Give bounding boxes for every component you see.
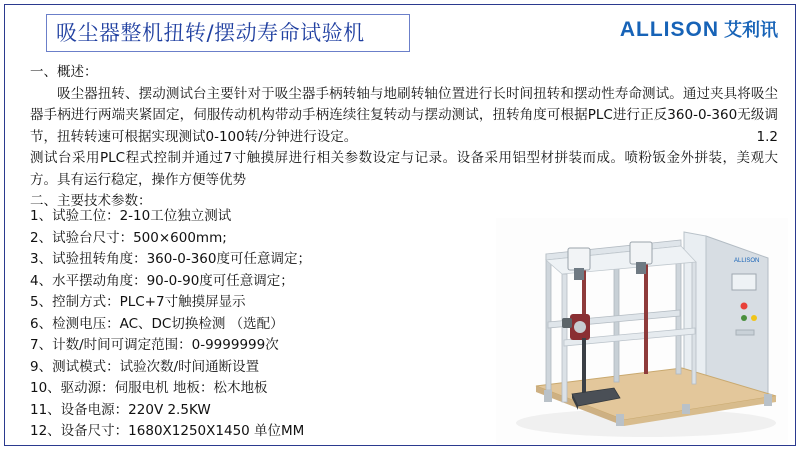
spec-item: 9、测试模式：试验次数/时间通断设置 <box>30 358 260 375</box>
spec-item: 1、试验工位：2-10工位独立测试 <box>30 208 232 224</box>
section-heading-specs: 二、主要技术参数： <box>30 193 152 209</box>
spec-item: 12、设备尺寸：1680X1250X1450 单位MM <box>30 423 305 439</box>
machine-photo <box>496 218 788 444</box>
spec-item: 3、试验扭转角度：360-0-360度可任意调定； <box>30 251 311 267</box>
page-title: 吸尘器整机扭转/摆动寿命试验机 <box>56 21 365 45</box>
section-heading-overview: 一、概述： <box>30 64 98 80</box>
spec-item: 5、控制方式：PLC+7寸触摸屏显示 <box>30 294 246 310</box>
overview-paragraph-1-text: 吸尘器扭转、摆动测试台主要针对于吸尘器手柄转轴与地刷转轴位置进行长时间扭转和摆动性寿命测试。通过夹具将吸尘器手柄进行两端夹紧固定，伺服传动机构带动手柄连续往复转动与摆动测试，扭转角度可根据PLC进行正反360-0-360无级调节，扭转转速可根据实现测试0-100转/分钟进行设定。 <box>30 85 778 145</box>
overview-paragraph-1 <box>30 84 778 149</box>
spec-item: 11、设备电源：220V 2.5KW <box>30 401 211 418</box>
spec-item: 7、计数/时间可调定范围：0-9999999次 <box>30 337 279 353</box>
overview-paragraph-2: 测试台采用PLC程式控制并通过7寸触摸屏进行相关参数设定与记录。设备采用铝型材拼装而成。喷粉钣金外拼装，美观大方。具有运行稳定，操作方便等优势 <box>30 150 778 188</box>
overview-block <box>30 62 778 213</box>
spec-item: 10、驱动源：伺服电机 地板：松木地板 <box>30 380 268 396</box>
spec-item: 2、试验台尺寸：500×600mm; <box>30 229 227 246</box>
machine-photo-illustration <box>496 218 788 444</box>
spec-item: 4、水平摆动角度：90-0-90度可任意调定； <box>30 272 294 289</box>
machine-label: ALLISON <box>734 258 760 264</box>
spec-list <box>30 206 500 443</box>
spec-item: 6、检测电压：AC、DC切换检测 （选配） <box>30 315 284 332</box>
overview-trailing-number: 1.2 <box>756 128 778 145</box>
brand-name-cn: 艾利讯 <box>724 20 778 41</box>
brand-logo <box>620 16 778 42</box>
brand-name-en: ALLISON <box>619 18 719 41</box>
